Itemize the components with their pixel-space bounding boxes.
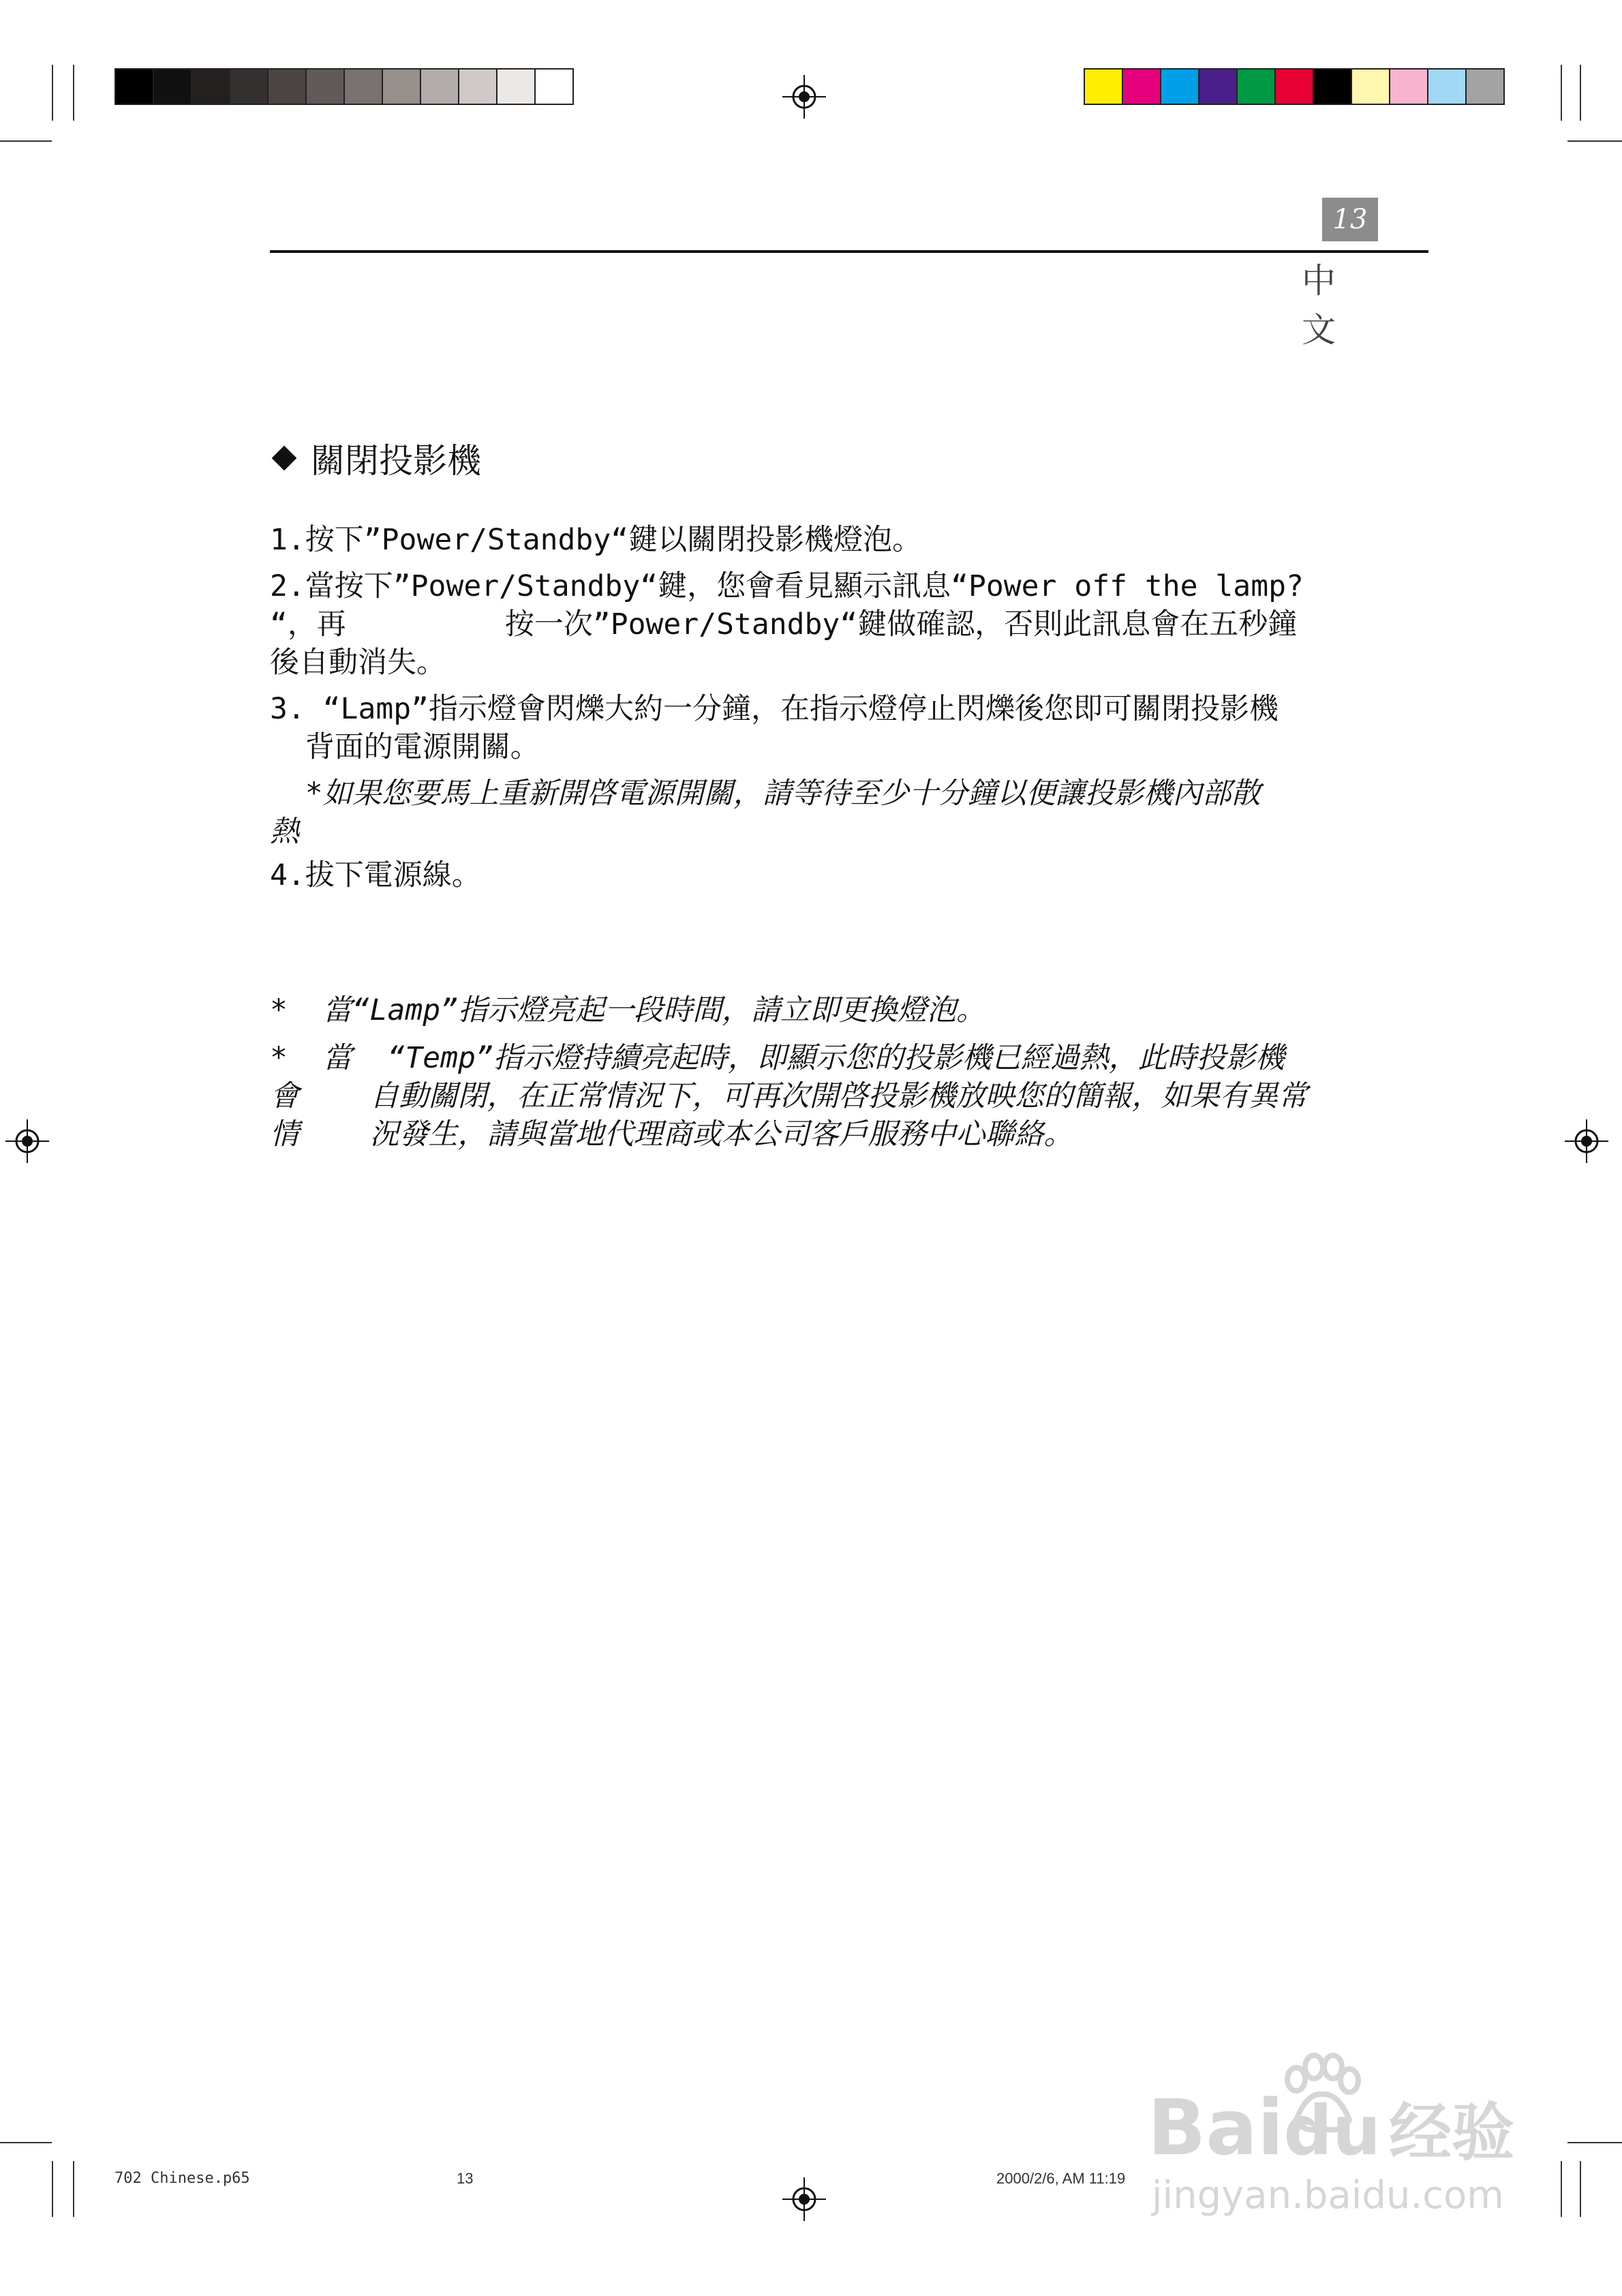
color-swatch (1122, 70, 1160, 104)
color-swatch (229, 70, 267, 104)
registration-target-icon (782, 75, 826, 119)
crop-mark (1580, 2161, 1581, 2217)
color-swatch (267, 70, 305, 104)
color-swatch (1274, 70, 1313, 104)
instruction-line: 2.當按下”Power/Standby“鍵，您會看見顯示訊息“Power off the lamp? (270, 569, 1304, 603)
color-swatch (496, 70, 534, 104)
color-swatch (1465, 70, 1503, 104)
color-swatch (1351, 70, 1389, 104)
instruction-line: “，再 按一次”Power/Standby“鍵做確認，否則此訊息會在五秒鐘 (270, 607, 1298, 641)
crop-mark (1561, 2161, 1562, 2217)
color-swatch (116, 70, 153, 104)
process-color-calibration-bar (1084, 68, 1505, 105)
note-line: * 當“Lamp”指示燈亮起一段時間，請立即更換燈泡。 (270, 993, 985, 1027)
instruction-line: 1.按下”Power/Standby“鍵以關閉投影機燈泡。 (270, 523, 922, 557)
instruction-line: 後自動消失。 (270, 646, 446, 680)
color-swatch (191, 70, 229, 104)
note-line: 會 自動關閉，在正常情況下，可再次開啓投影機放映您的簡報，如果有異常 (270, 1079, 1308, 1113)
color-swatch (1085, 70, 1122, 104)
color-swatch (1427, 70, 1465, 104)
note-line: 情 況發生，請與當地代理商或本公司客戶服務中心聯絡。 (270, 1117, 1073, 1151)
color-swatch (420, 70, 458, 104)
instruction-note-line: 熱 (270, 815, 299, 849)
color-swatch (534, 70, 572, 104)
section-title: 關閉投影機 (311, 441, 481, 481)
color-swatch (382, 70, 420, 104)
section-heading (270, 434, 481, 483)
color-swatch (1389, 70, 1427, 104)
watermark-url: jingyan.baidu.com (1152, 2173, 1504, 2218)
color-swatch (1236, 70, 1274, 104)
instruction-note-line: *如果您要馬上重新開啓電源開關，請等待至少十分鐘以便讓投影機內部散 (270, 776, 1261, 811)
color-swatch (1313, 70, 1351, 104)
instruction-line: 背面的電源開關。 (270, 730, 540, 764)
color-swatch (305, 70, 343, 104)
footer-filename: 702 Chinese.p65 (114, 2170, 250, 2187)
header-rule (270, 250, 1428, 253)
crop-mark (1580, 65, 1581, 121)
crop-mark (52, 2161, 53, 2217)
color-swatch (1160, 70, 1198, 104)
crop-mark (52, 65, 53, 121)
diamond-bullet-icon (272, 446, 297, 471)
page-number-badge: 13 (1322, 198, 1378, 241)
crop-mark (1561, 65, 1562, 121)
crop-mark (1567, 2142, 1622, 2143)
color-swatch (458, 70, 496, 104)
registration-target-icon (782, 2177, 826, 2221)
registration-target-icon (5, 1119, 49, 1163)
crop-mark (73, 65, 74, 121)
color-swatch (153, 70, 191, 104)
instruction-line: 3. “Lamp”指示燈會閃爍大約一分鐘，在指示燈停止閃爍後您即可關閉投影機 (270, 692, 1279, 726)
note-line: * 當 “Temp”指示燈持續亮起時，即顯示您的投影機已經過熱，此時投影機 (270, 1041, 1285, 1075)
grayscale-calibration-bar (114, 68, 574, 105)
footer-timestamp: 2000/2/6, AM 11:19 (996, 2170, 1126, 2187)
registration-target-icon (1565, 1119, 1608, 1163)
crop-mark (73, 2161, 74, 2217)
color-swatch (1198, 70, 1236, 104)
crop-mark (1567, 140, 1622, 142)
language-label: 中 文 (1302, 261, 1351, 350)
instruction-line: 4.拔下電源線。 (270, 858, 481, 892)
footer-page: 13 (457, 2170, 474, 2187)
crop-mark (0, 140, 52, 142)
crop-mark (0, 2142, 52, 2143)
watermark-brand: Baidu 经验 (1148, 2084, 1515, 2173)
color-swatch (343, 70, 382, 104)
